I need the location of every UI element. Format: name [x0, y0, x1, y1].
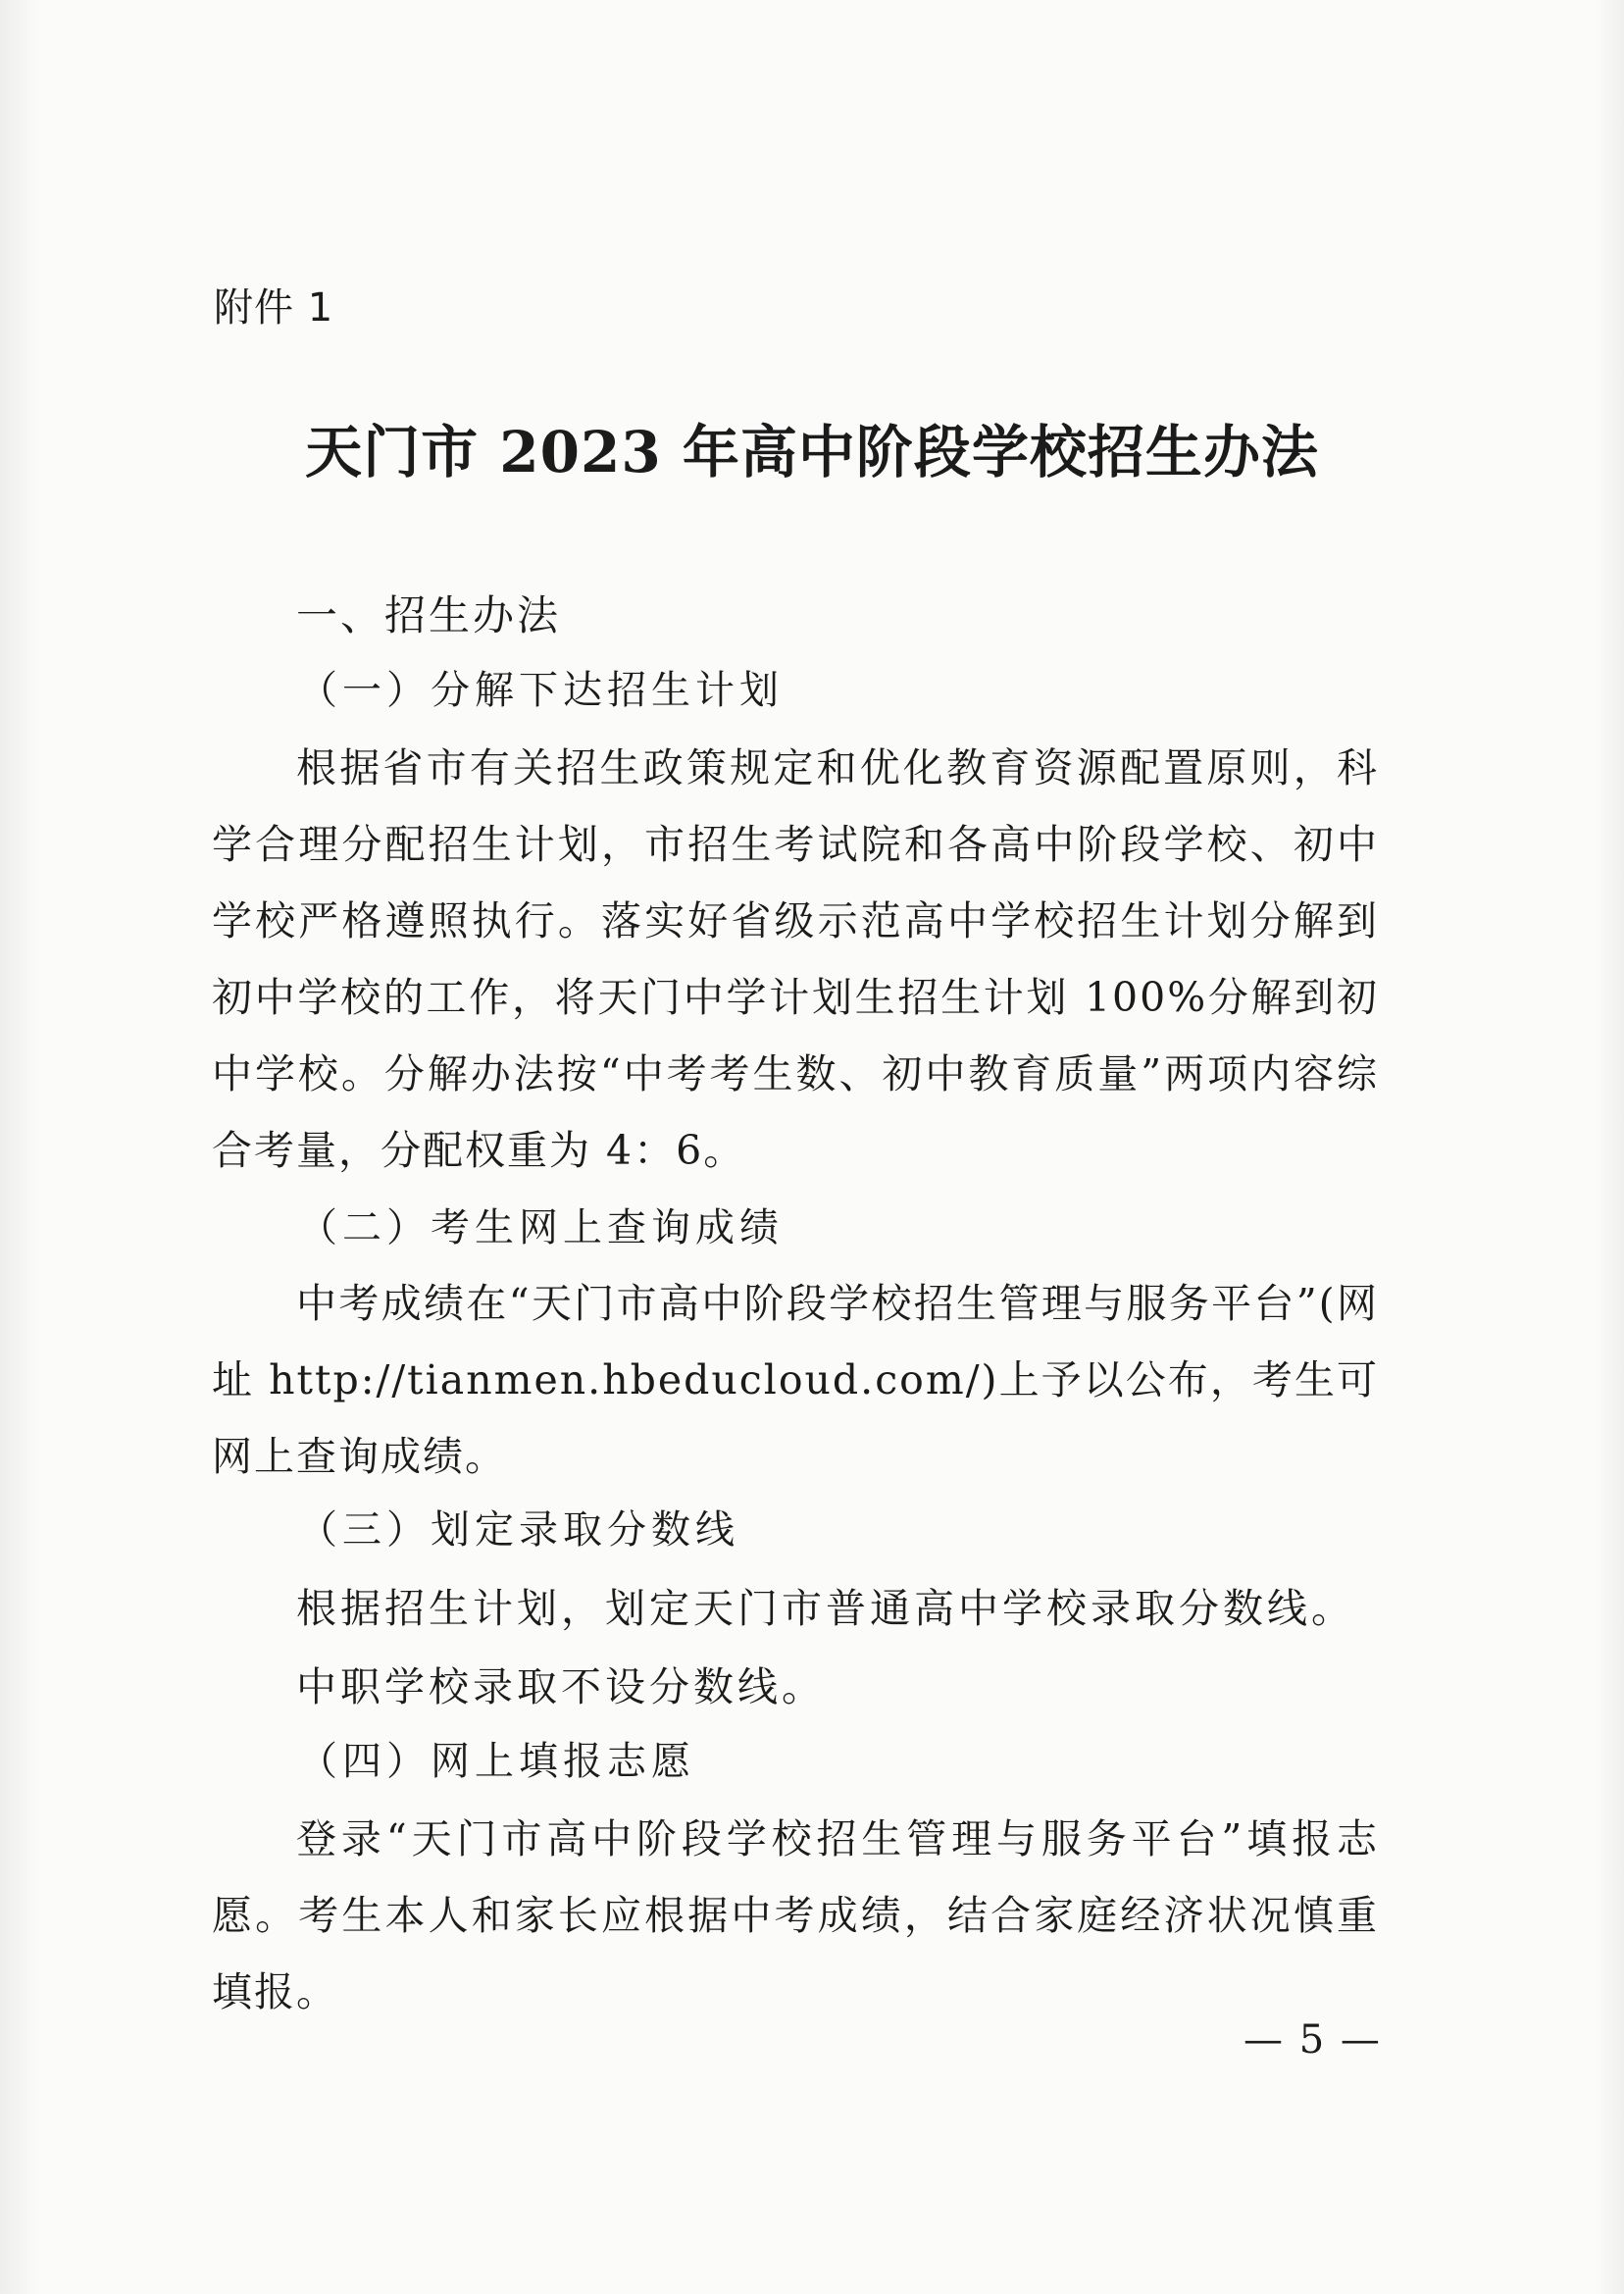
subsection-heading-3: （三）划定录取分数线	[298, 1507, 739, 1553]
subsection-heading-4: （四）网上填报志愿	[298, 1739, 695, 1784]
subsection-body-1: 根据省市有关招生政策规定和优化教育资源配置原则，科学合理分配招生计划，市招生考试院和各高中阶段学校、初中学校严格遵照执行。落实好省级示范高中学校招生计划分解到初中学校的工作，将天门中学计划生招生计划 100%分解到初中学校。分解办法按“中考考生数、初中教育质量”两项内容综合考量，分配权重为 4：6。	[212, 744, 1379, 1174]
subsection-body-2: 中考成绩在“天门市高中阶段学校招生管理与服务平台”(网址 http://tianmen.hbeducloud.com/)上予以公布，考生可网上查询成绩。	[212, 1280, 1379, 1480]
subsection-body-4: 登录“天门市高中阶段学校招生管理与服务平台”填报志愿。考生本人和家长应根据中考成绩，结合家庭经济状况慎重填报。	[212, 1815, 1379, 2015]
section-heading: 一、招生办法	[296, 591, 562, 639]
page-number: — 5 —	[1243, 2017, 1382, 2063]
scan-edge-right	[1595, 0, 1624, 2294]
subsection-line-3-1: 根据招生计划，划定天门市普通高中学校录取分数线。	[296, 1585, 1355, 1632]
subsection-heading-1: （一）分解下达招生计划	[298, 668, 784, 713]
scan-edge-left	[0, 0, 39, 2294]
attachment-label: 附件 1	[214, 285, 334, 331]
subsection-line-3-2: 中职学校录取不设分数线。	[296, 1663, 826, 1710]
document-title: 天门市 2023 年高中阶段学校招生办法	[305, 419, 1319, 485]
subsection-heading-2: （二）考生网上查询成绩	[298, 1205, 784, 1250]
